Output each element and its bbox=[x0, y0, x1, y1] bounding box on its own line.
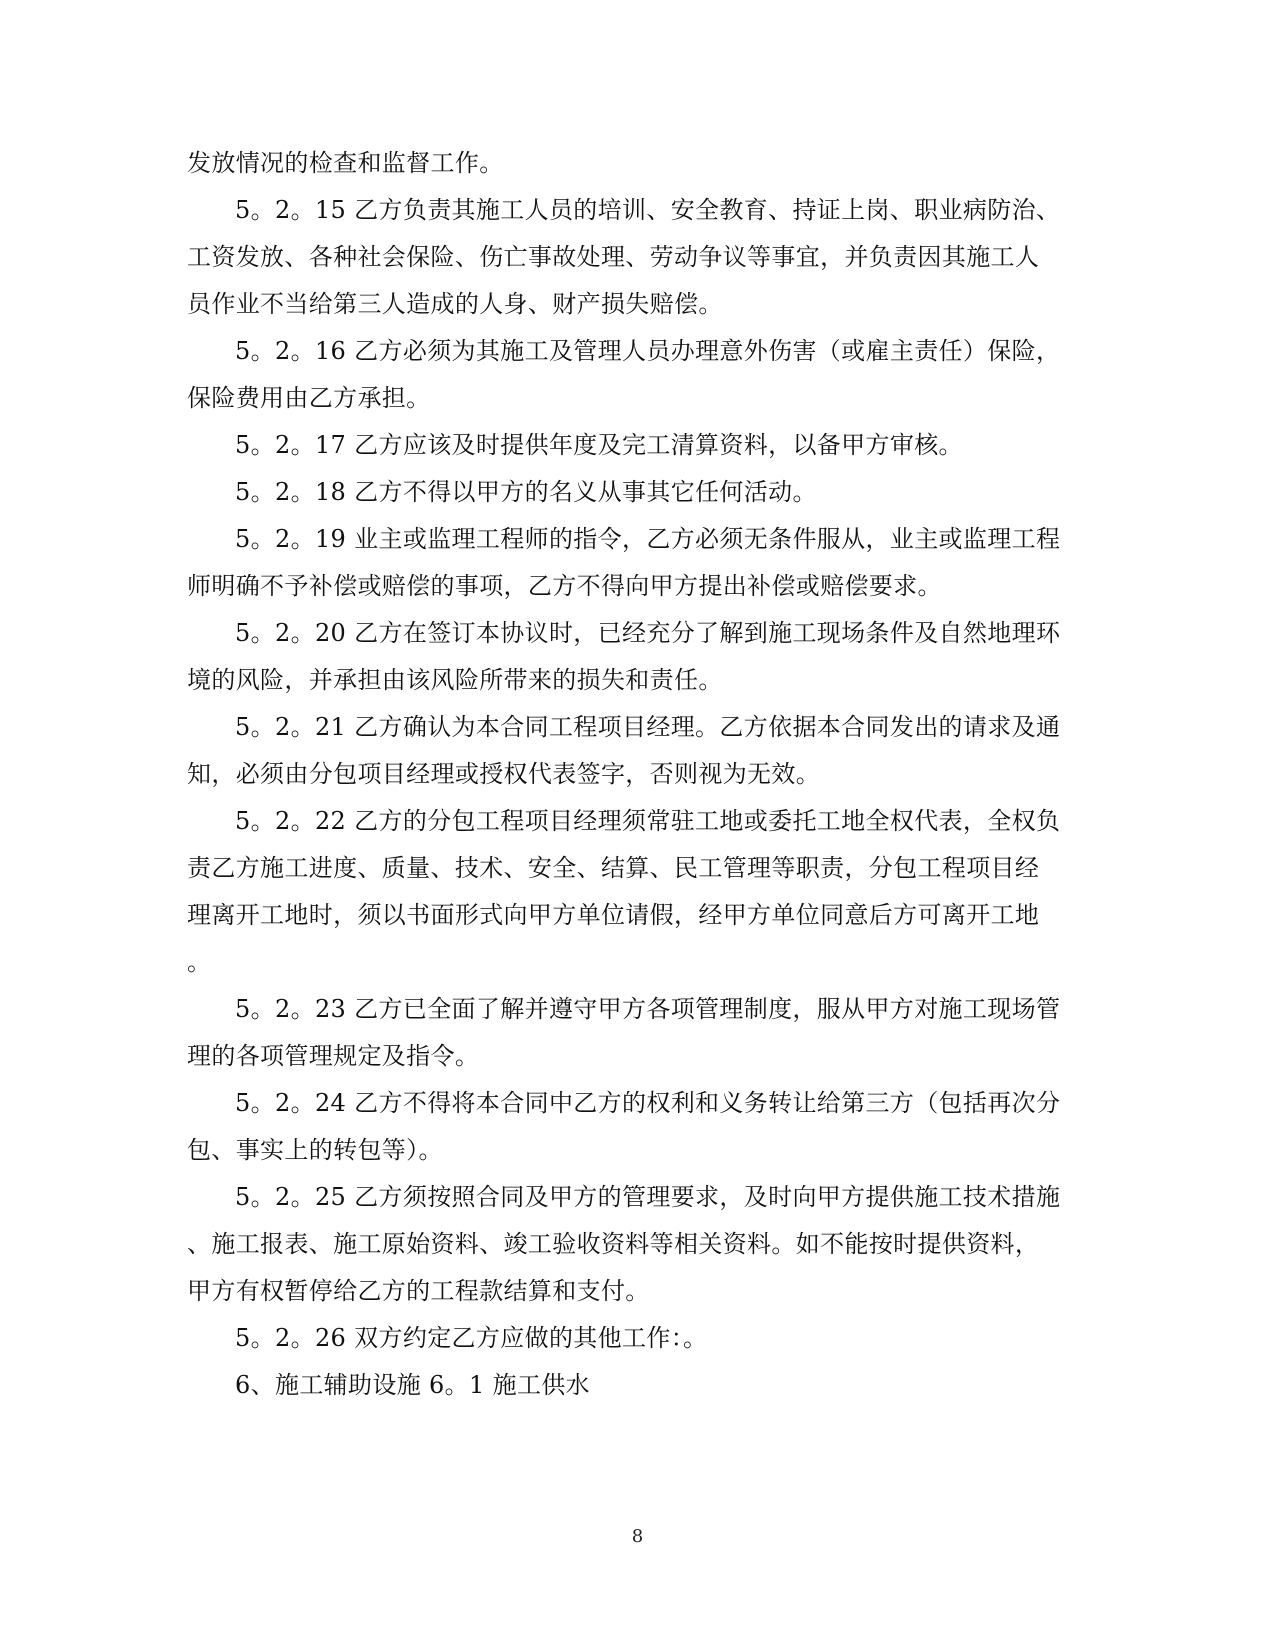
text-line: 、施工报表、施工原始资料、竣工验收资料等相关资料。如不能按时提供资料， bbox=[187, 1230, 1040, 1258]
text-line: 责乙方施工进度、质量、技术、安全、结算、民工管理等职责，分包工程项目经 bbox=[187, 854, 1040, 882]
text-line: 5。2。20 乙方在签订本协议时，已经充分了解到施工现场条件及自然地理环 bbox=[235, 619, 1061, 647]
text-line: 甲方有权暂停给乙方的工程款结算和支付。 bbox=[187, 1277, 650, 1305]
text-line: 包、事实上的转包等）。 bbox=[187, 1136, 443, 1164]
text-line: 知，必须由分包项目经理或授权代表签字，否则视为无效。 bbox=[187, 760, 821, 788]
page-number: 8 bbox=[631, 1526, 644, 1547]
text-line: 5。2。18 乙方不得以甲方的名义从事其它任何活动。 bbox=[235, 478, 817, 506]
text-line: 6、施工辅助设施 6。1 施工供水 bbox=[235, 1371, 591, 1399]
text-line: 保险费用由乙方承担。 bbox=[187, 384, 431, 412]
text-line: 理离开工地时，须以书面形式向甲方单位请假，经甲方单位同意后方可离开工地 bbox=[187, 901, 1040, 929]
text-line: 5。2。22 乙方的分包工程项目经理须常驻工地或委托工地全权代表，全权负 bbox=[235, 807, 1061, 835]
text-line: 理的各项管理规定及指令。 bbox=[187, 1042, 480, 1070]
text-line: 。 bbox=[187, 948, 212, 976]
text-line: 师明确不予补偿或赔偿的事项，乙方不得向甲方提出补偿或赔偿要求。 bbox=[187, 572, 942, 600]
text-line: 5。2。19 业主或监理工程师的指令，乙方必须无条件服从，业主或监理工程 bbox=[235, 525, 1061, 553]
text-line: 5。2。25 乙方须按照合同及甲方的管理要求，及时向甲方提供施工技术措施 bbox=[235, 1183, 1061, 1211]
text-line: 发放情况的检查和监督工作。 bbox=[187, 149, 504, 177]
text-line: 工资发放、各种社会保险、伤亡事故处理、劳动争议等事宜，并负责因其施工人 bbox=[187, 243, 1040, 271]
text-line: 境的风险，并承担由该风险所带来的损失和责任。 bbox=[187, 666, 723, 694]
text-line: 5。2。24 乙方不得将本合同中乙方的权利和义务转让给第三方（包括再次分 bbox=[235, 1089, 1061, 1117]
text-line: 5。2。15 乙方负责其施工人员的培训、安全教育、持证上岗、职业病防治、 bbox=[235, 196, 1061, 224]
text-line: 5。2。21 乙方确认为本合同工程项目经理。乙方依据本合同发出的请求及通 bbox=[235, 713, 1061, 741]
text-line: 5。2。17 乙方应该及时提供年度及完工清算资料，以备甲方审核。 bbox=[235, 431, 963, 459]
text-line: 5。2。16 乙方必须为其施工及管理人员办理意外伤害（或雇主责任）保险， bbox=[235, 337, 1061, 365]
text-line: 员作业不当给第三人造成的人身、财产损失赔偿。 bbox=[187, 290, 723, 318]
text-line: 5。2。23 乙方已全面了解并遵守甲方各项管理制度，服从甲方对施工现场管 bbox=[235, 995, 1061, 1023]
text-line: 5。2。26 双方约定乙方应做的其他工作：。 bbox=[235, 1324, 708, 1352]
body-text bbox=[187, 147, 1087, 1401]
